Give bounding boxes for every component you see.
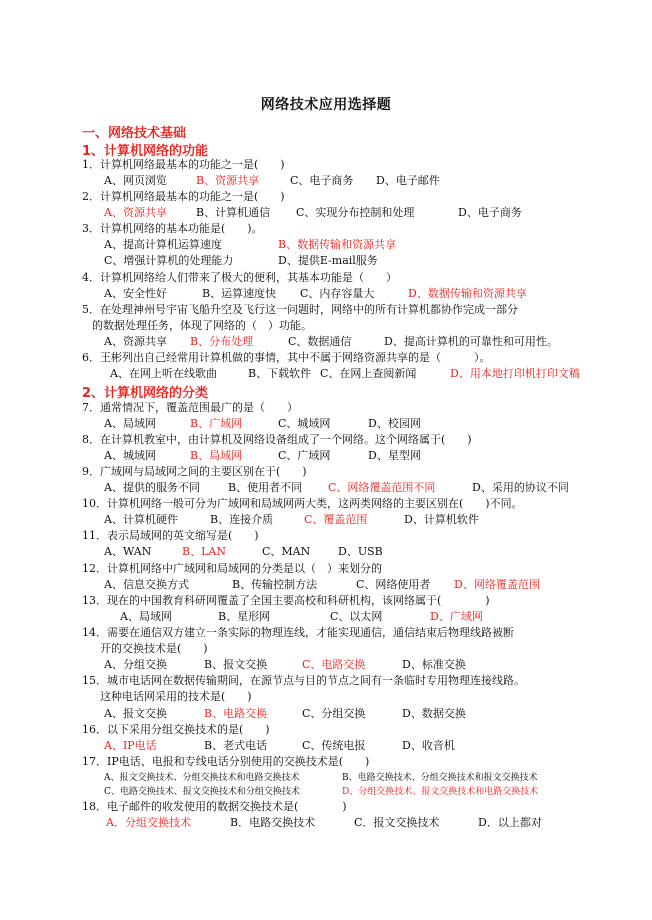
option-a: A、网页浏览	[104, 174, 167, 187]
option-a-answer: A、资源共享	[104, 206, 167, 219]
option-b: B、星形网	[218, 610, 271, 623]
option-a: A、资源共享	[104, 335, 167, 348]
option-a-answer: A、IP电话	[104, 739, 157, 752]
option-b-answer: B、资源共享	[196, 174, 260, 187]
option-c-answer: C、电路交换	[302, 658, 366, 671]
subsection-heading-network-classification: 2、计算机网络的分类	[82, 386, 209, 401]
section-heading-network-basics: 一、网络技术基础	[82, 126, 187, 141]
question-stem: 2．计算机网络最基本的功能之一是( )	[82, 190, 285, 203]
option-a: A、信息交换方式	[104, 578, 189, 591]
option-b: B、报文交换	[204, 658, 268, 671]
option-d: D、校园网	[368, 417, 421, 430]
question-stem: 4．计算机网络给人们带来了极大的便利，其基本功能是（ ）	[82, 271, 397, 284]
option-c: C、网络使用者	[356, 578, 431, 591]
option-c: C、传统电报	[302, 739, 366, 752]
question-stem: 9．广域网与局域网之间的主要区别在于( )	[82, 465, 307, 478]
option-a: A、局域网	[104, 417, 156, 430]
question-stem: 18．电子邮件的收发使用的数据交换技术是( )	[82, 800, 347, 813]
option-d: D、标准交换	[402, 658, 466, 671]
option-d-answer: D、广域网	[430, 610, 483, 623]
question-stem: 1．计算机网络最基本的功能之一是( )	[82, 158, 285, 171]
option-c: C、实现分布控制和处理	[296, 206, 415, 219]
option-b-answer: B、广域网	[190, 417, 243, 430]
option-c-answer: C、覆盖范围	[304, 513, 368, 526]
option-d: D、数据交换	[402, 707, 466, 720]
option-c: C、分组交换	[302, 707, 366, 720]
question-stem: 3．计算机网络的基本功能是( )。	[82, 222, 263, 235]
option-b-answer: B、数据传输和资源共享	[278, 238, 397, 251]
option-b: B、电路交换技术、分组交换技术和报文交换技术	[342, 773, 538, 783]
option-b: B、运算速度快	[202, 287, 277, 300]
option-b: B、老式电话	[204, 739, 268, 752]
option-a: A、提高计算机运算速度	[104, 238, 222, 251]
option-d: D、星型网	[368, 449, 421, 462]
option-c: C、广域网	[278, 449, 331, 462]
option-d: D、计算机软件	[404, 513, 479, 526]
option-c: C、内存容量大	[300, 287, 375, 300]
option-b-answer: B、LAN	[182, 545, 226, 558]
question-stem: 16．以下采用分组交换技术的是( )	[82, 723, 270, 736]
option-c: C、电子商务	[290, 174, 354, 187]
option-b: B、下载软件	[248, 367, 312, 380]
option-d-answer: D、分组交换技术、报文交换技术和电路交换技术	[342, 787, 539, 797]
option-d: D、电子邮件	[376, 174, 440, 187]
option-d-answer: D、用本地打印机打印文稿	[450, 367, 580, 380]
option-c: C、数据通信	[288, 335, 352, 348]
option-b-answer: B、分布处理	[190, 335, 254, 348]
option-a: A、安全性好	[104, 287, 167, 300]
question-stem: 6．王彬列出自己经常用计算机做的事情，其中不属于网络资源共享的是（ ）。	[82, 351, 491, 364]
option-d: D、提供E-mail服务	[278, 254, 378, 267]
question-stem: 11．表示局域网的英文缩写是( )	[82, 529, 259, 542]
option-b: B、使用者不同	[228, 481, 303, 494]
option-b: B、传输控制方法	[232, 578, 318, 591]
option-a: A、在网上听在线歌曲	[110, 367, 217, 380]
option-a-answer: A．分组交换技术	[106, 816, 191, 829]
option-d: D．以上都对	[478, 816, 542, 829]
option-c: C．报文交换技术	[354, 816, 440, 829]
option-d: D、提高计算机的可靠性和可用性。	[384, 335, 558, 348]
question-stem: 13．现在的中国教育科研网覆盖了全国主要高校和科研机构，该网络属于( )	[82, 594, 490, 607]
option-a: A、提供的服务不同	[104, 481, 200, 494]
option-c: C、城域网	[278, 417, 331, 430]
option-c-answer: C、网络覆盖范围不同	[328, 481, 436, 494]
option-a: A、WAN	[104, 545, 152, 558]
question-stem: 5．在处理神州号宇宙飞船升空及飞行这一问题时，网络中的所有计算机都协作完成一部分	[82, 303, 518, 316]
option-c: C、以太网	[330, 610, 383, 623]
question-stem: 7．通常情况下，覆盖范围最广的是（ ）	[82, 401, 298, 414]
option-c: C、增强计算机的处理能力	[104, 254, 234, 267]
option-b: B．电路交换技术	[230, 816, 316, 829]
option-d: D、收音机	[402, 739, 455, 752]
question-stem: 10．计算机网络一般可分为广域网和局域网两大类，这两类网络的主要区别在( )不同。	[82, 497, 523, 510]
subsection-heading-network-functions: 1、计算机网络的功能	[82, 144, 209, 159]
option-d: D、电子商务	[458, 206, 522, 219]
option-c: C、在网上查阅新闻	[320, 367, 417, 380]
question-stem: 14．需要在通信双方建立一条实际的物理连线，才能实现通信，通信结束后物理线路被断	[82, 626, 514, 639]
option-a: A、城域网	[104, 449, 156, 462]
question-stem: 12．计算机网络中广域网和局域网的分类是以（ ）来划分的	[82, 562, 382, 575]
question-stem: 17．IP电话、电报和专线电话分别使用的交换技术是( )	[82, 755, 370, 768]
option-a: A、报文交换技术、分组交换技术和电路交换技术	[104, 773, 300, 783]
document-page: 网络技术应用选择题 一、网络技术基础 1、计算机网络的功能 1．计算机网络最基本的功能之一是( ) A、网页浏览 B、资源共享 C、电子商务 D、电子邮件 2．计算机网络最基本的功能之一是( ) A、资源共享 B、计算机通信 C、实现分布控制和处理 D、电子商务 3．计算机网络的基本功能是( )。 A、提高计算机运算速度 B、数据传输和资源共享 C、增强计算机的处理能力 D、提供E-mail服务 4．计算机网络给人们带来了极大的便利，其基本功能是（ ） A、安全性好 B、运算速度快 C、内存容量大 D、数据传输和资源共享 5．在处理神州号宇宙飞船升空及飞行这一问题时，网络中的所有计算机都协作完成一部分 的数据处理任务，体现了网络的（ ）功能。 A、资源共享 B、分布处理 C、数据通信 D、提高计算机的可靠性和可用性。 6．王彬列出自己经常用计算机做的事情，其中不属于网络资源共享的是（ ）。 A、在网上听在线歌曲 B、下载软件 C、在网上查阅新闻 D、用本地打印机打印文稿 2、计算机网络的分类 7．通常情况下，覆盖范围最广的是（ ） A、局域网 B、广域网 C、城域网 D、校园网 8．在计算机教室中，由计算机及网络设备组成了一个网络。这个网络属于( ) A、城域网 B、局域网 C、广域网 D、星型网 9．广域网与局域网之间的主要区别在于( ) A、提供的服务不同 B、使用者不同 C、网络覆盖范围不同 D、采用的协议不同 10．计算机网络一般可分为广域网和局域网两大类，这两类网络的主要区别在( )不同。 A、计算机硬件 B、连接介质 C、覆盖范围 D、计算机软件 11．表示局域网的英文缩写是( ) A、WAN B、LAN C、MAN D、USB 12．计算机网络中广域网和局域网的分类是以（ ）来划分的 A、信息交换方式 B、传输控制方法 C、网络使用者 D、网络覆盖范围 13．现在的中国教育科研网覆盖了全国主要高校和科研机构，该网络属于( ) A、局域网 B、星形网 C、以太网 D、广域网 14．需要在通信双方建立一条实际的物理连线，才能实现通信，通信结束后物理线路被断 开的交换技术是( ) A、分组交换 B、报文交换 C、电路交换 D、标准交换 15．城市电话网在数据传输期间，在源节点与目的节点之间有一条临时专用物理连接线路。 这种电话网采用的技术是( ) A、报文交换 B、电路交换 C、分组交换 D、数据交换 16．以下采用分组交换技术的是( ) A、IP电话 B、老式电话 C、传统电报 D、收音机 17．IP电话、电报和专线电话分别使用的交换技术是( ) A、报文交换技术、分组交换技术和电路交换技术 B、电路交换技术、分组交换技术和报文交换技术 C、电路交换技术、报文交换技术和分组交换技术 D、分组交换技术、报文交换技术和电路交换技术 18．电子邮件的收发使用的数据交换技术是( ) A．分组交换技术 B．电路交换技术 C．报文交换技术 D．以上都对	[0, 0, 652, 920]
option-c: C、MAN	[262, 545, 311, 558]
option-b-answer: B、电路交换	[204, 707, 268, 720]
question-stem: 15．城市电话网在数据传输期间，在源节点与目的节点之间有一条临时专用物理连接线路。	[82, 674, 525, 687]
option-b-answer: B、局域网	[190, 449, 243, 462]
option-d-answer: D、数据传输和资源共享	[408, 287, 527, 300]
page-title: 网络技术应用选择题	[260, 97, 392, 113]
option-b: B、计算机通信	[196, 206, 271, 219]
option-a: A、计算机硬件	[104, 513, 178, 526]
option-a: A、报文交换	[104, 707, 167, 720]
question-stem: 8．在计算机教室中，由计算机及网络设备组成了一个网络。这个网络属于( )	[82, 433, 472, 446]
option-a: A、局域网	[120, 610, 172, 623]
option-c: C、电路交换技术、报文交换技术和分组交换技术	[104, 787, 300, 797]
option-d: D、USB	[338, 545, 383, 558]
option-d: D、采用的协议不同	[472, 481, 569, 494]
option-a: A、分组交换	[104, 658, 167, 671]
option-d-answer: D、网络覆盖范围	[454, 578, 540, 591]
option-b: B、连接介质	[210, 513, 274, 526]
